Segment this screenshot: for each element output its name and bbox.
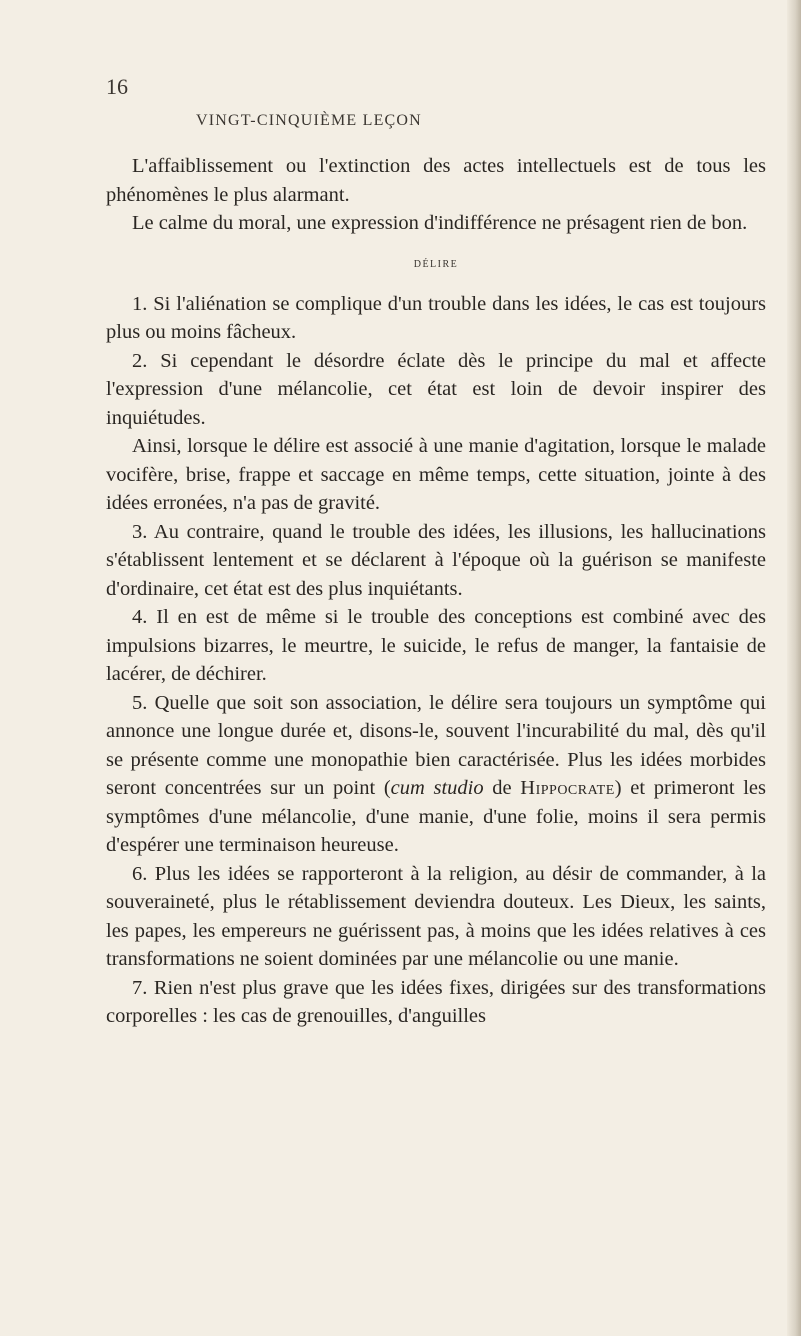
author-name: Hippocrate [520, 777, 615, 799]
paragraph-6: 6. Plus les idées se rapporteront à la religion, au désir de commander, à la souveraineté, plus le rétablissement deviendra douteux. Les Dieux, les saints, les papes, les empereurs ne guérissent pas, à moins que les idées relatives à ces transformations ne soient dominées par une mélancolie ou une manie. [106, 862, 766, 970]
paragraph-1: 1. Si l'aliénation se complique d'un trouble dans les idées, le cas est toujours plus ou moins fâcheux. [106, 292, 766, 343]
page-number: 16 [106, 74, 128, 99]
paragraph-7: 7. Rien n'est plus grave que les idées fixes, dirigées sur des transformations corporelles : les cas de grenouilles, d'anguilles [106, 976, 766, 1027]
section-title: DÉLIRE [413, 258, 459, 270]
body-text [106, 152, 766, 1031]
latin-phrase: cum studio [390, 777, 484, 799]
paragraph-5-text-c: ) et primeront les symptômes d'une mélancolie, d'une manie, d'une folie, moins il sera permis d'espérer une terminaison heureuse. [106, 777, 766, 856]
paragraph-2: 2. Si cependant le désordre éclate dès le principe du mal et affecte l'expression d'une mélancolie, cet état est loin de devoir inspirer des inquiétudes. [106, 349, 766, 429]
paragraph-5-text-b: de [483, 777, 521, 799]
paragraph-2-ainsi: Ainsi, lorsque le délire est associé à une manie d'agitation, lorsque le malade vocifère, brise, frappe et saccage en même temps, cette situation, jointe à des idées erronées, n'a pas de gravité. [106, 435, 766, 514]
page-edge-shadow [787, 0, 801, 1336]
paragraph-4: 4. Il en est de même si le trouble des conceptions est combiné avec des impulsions bizarres, le meurtre, le suicide, le refus de manger, la fantaisie de lacérer, de déchirer. [106, 606, 766, 685]
intro-paragraph-2: Le calme du moral, une expression d'indifférence ne présagent rien de bon. [132, 212, 748, 234]
running-head: VINGT-CINQUIÈME LEÇON [196, 112, 422, 129]
paragraph-5-text-a: 5. Quelle que soit son association, le délire sera toujours un symptôme qui annonce une longue durée et, disons-le, souvent l'incurabilité du mal, dès qu'il se présente comme une monopathie bien caractérisée. Plus les idées morbides seront concentrées sur un point ( [106, 691, 766, 799]
intro-paragraph-1: L'affaiblissement ou l'extinction des actes intellectuels est de tous les phénomènes le plus alarmant. [106, 155, 766, 206]
paragraph-5 [106, 689, 766, 860]
paragraph-3: 3. Au contraire, quand le trouble des idées, les illusions, les hallucinations s'établissent lentement et se déclarent à l'époque où la guérison se manifeste d'ordinaire, cet état est des plus inquiétants. [106, 520, 766, 600]
